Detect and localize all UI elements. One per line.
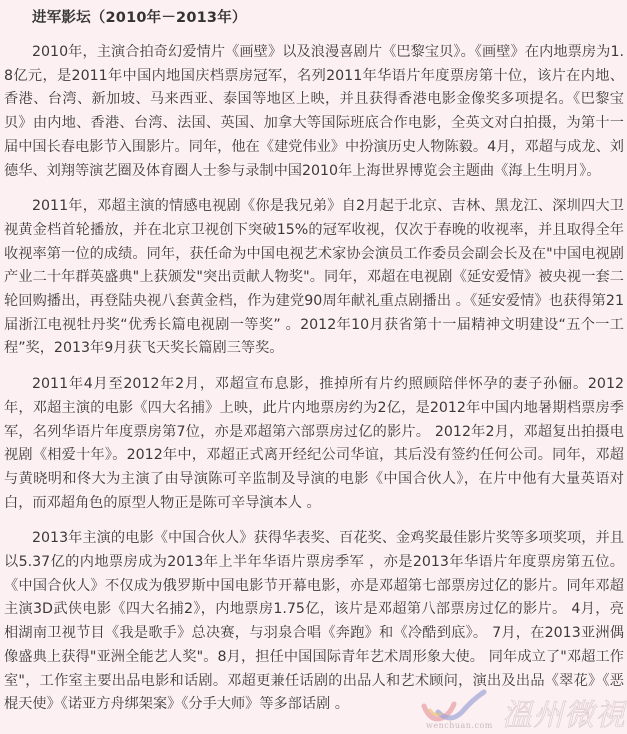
section-heading: 进军影坛（2010年－2013年） xyxy=(32,10,247,26)
paragraph-2011: 2011年，邓超主演的情感电视剧《你是我兄弟》自2月起于北京、吉林、黑龙江、深圳四大卫视黄金档首轮播放，并在北京卫视创下突破15%的冠军收视，仅次于春晚的收视率，并且取得全年收视率第一位的成绩。同年，获任命为中国电视艺术家协会演员工作委员会副会长及在"中国电视剧产业二十年群英盛典"上获颁发"突出贡献人物奖"。同年，邓超在电视剧《延安爱情》被央视一套二轮回购播出，再登陆央视八套黄金档，作为建党90周年献礼重点剧播出 。《延安爱情》也获得第21届浙江电视牡丹奖“优秀长篇电视剧一等奖” 。2012年10月获省第十一届精神文明建设“五个一工程”奖，2013年9月获飞天奖长篇剧三等奖。 xyxy=(4,198,624,357)
paragraph-spacer xyxy=(4,183,624,195)
article xyxy=(4,0,624,717)
paragraph-spacer xyxy=(4,515,624,527)
paragraph-2011-2012: 2011年4月至2012年2月，邓超宣布息影，推掉所有片约照顾陪伴怀孕的妻子孙俪。2012年，邓超主演的电影《四大名捕》上映，此片内地票房约为2亿，是2012年中国内地暑期档票房季军，名列华语片年度票房第7位，亦是邓超第六部票房过亿的影片。 2012年2月，邓超复出拍摄电视剧《相爱十年》。2012年中，邓超正式离开经纪公司华谊，其后没有签约任何公司。同年，邓超与黄晓明和佟大为主演了由导演陈可辛监制及导演的电影《中国合伙人》，在片中他有大量英语对白，而邓超角色的原型人物正是陈可辛导演本人 。 xyxy=(4,376,624,511)
watermark-url: wenchuan.com xyxy=(426,721,493,730)
paragraph-2013: 2013年主演的电影《中国合伙人》获得华表奖、百花奖、金鸡奖最佳影片奖等多项奖项，并且以5.37亿的内地票房成为2013年上半年华语片票房季军 ，亦是2013年华语片年度票房第五位。《中国合伙人》不仅成为俄罗斯中国电影节开幕电影，亦是邓超第七部票房过亿的影片。同年邓超主演3D武侠电影《四大名捕2》，内地票房1.75亿，该片是邓超第八部票房过亿的影片。 4月，亮相湖南卫视节目《我是歌手》总决赛，与羽泉合唱《奔跑》和《冷酷到底》。 7月，在2013亚洲偶像盛典上获得"亚洲全能艺人奖"。8月，担任中国国际青年艺术周形象大使。 同年成立了"邓超工作室"，工作室主要出品电影和话剧。邓超更兼任话剧的出品人和艺术顾问，演出及出品《翠花》《恶棍天使》《诺亚方舟绑架案》《分手大师》等多部话剧 。 xyxy=(4,530,624,713)
watermark-brand: 溫州微視 xyxy=(502,698,626,733)
paragraph-spacer xyxy=(4,361,624,373)
paragraph-2010: 2010年，主演合拍奇幻爱情片《画壁》以及浪漫喜剧片《巴黎宝贝》。《画壁》在内地票房为1.8亿元，是2011年中国内地国庆档票房冠军，名列2011年华语片年度票房第十位，该片在内地、香港、台湾、新加坡、马来西亚、泰国等地区上映，并且获得香港电影金像奖多项提名。《巴黎宝贝》由内地、香港、台湾、法国、英国、加拿大等国际班底合作电影，全英文对白拍摄，为第十一届中国长春电影节入围影片。同年，他在《建党伟业》中扮演历史人物陈毅。4月，邓超与成龙、刘德华、刘翔等演艺圈及体育圈人士参与录制中国2010年上海世界博览会主题曲《海上生明月》。 xyxy=(4,44,624,179)
